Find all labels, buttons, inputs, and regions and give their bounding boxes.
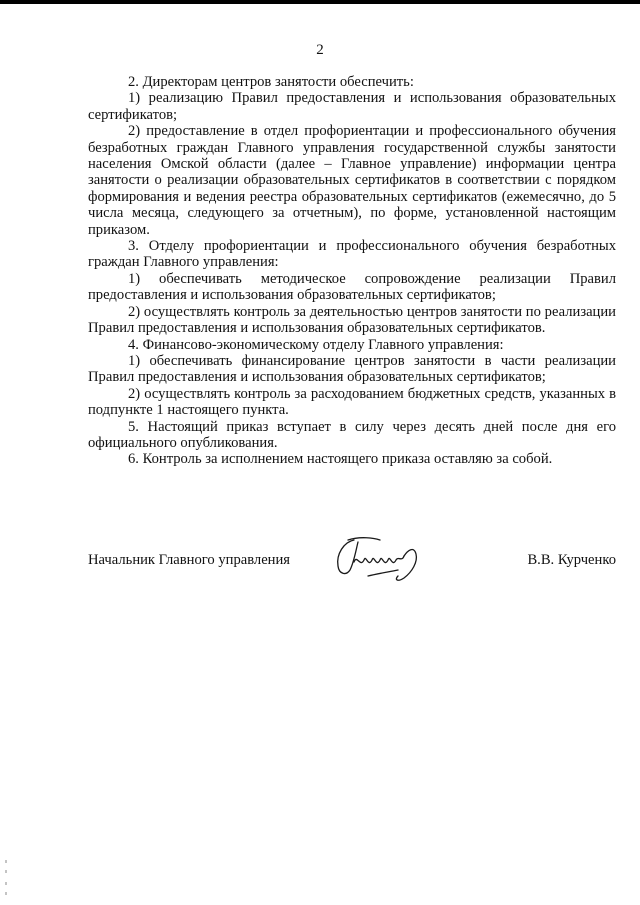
paragraph-item-6: 6. Контроль за исполнением настоящего приказа оставляю за собой.	[128, 451, 553, 468]
page-number: 2	[316, 42, 324, 58]
document-body	[88, 74, 616, 468]
signatory-name: В.В. Курченко	[527, 552, 616, 568]
signature-block	[88, 546, 616, 586]
paragraph-item-4-1: 1) обеспечивать финансирование центров занятости в части реализации Правил предоставления и использования образовательных сертификатов;	[88, 352, 616, 386]
paragraph-item-3-1: 1) обеспечивать методическое сопровождение реализации Правил предоставления и использования образовательных сертификатов;	[88, 270, 616, 304]
paragraph-item-4-2: 2) осуществлять контроль за расходованием бюджетных средств, указанных в подпункте 1 настоящего пункта.	[88, 385, 616, 419]
paragraph-item-5: 5. Настоящий приказ вступает в силу через десять дней после дня его официального опубликования.	[88, 418, 616, 451]
paragraph-item-3-2: 2) осуществлять контроль за деятельностью центров занятости по реализации Правил предоставления и использования образовательных сертификатов.	[88, 303, 616, 337]
scan-top-border	[0, 0, 640, 4]
paragraph-item-2: 2. Директорам центров занятости обеспечить:	[128, 74, 414, 90]
margin-scan-marks	[4, 858, 10, 898]
paragraph-item-4: 4. Финансово-экономическому отделу Главного управления:	[128, 336, 504, 353]
paragraph-item-2-1: 1) реализацию Правил предоставления и использования образовательных сертификатов;	[88, 90, 616, 123]
paragraph-item-2-2: 2) предоставление в отдел профориентации и профессионального обучения безработных граждан Главного управления государственной службы занятости населения Омской области (далее – Главное управление) информации центра занятости о реализации образовательных сертификатов в соответствии с порядком формирования и ведения реестра образовательных сертификатов (ежемесячно, до 5 числа месяца, следующего за отчетным), по форме, установленной настоящим приказом.	[88, 123, 616, 238]
handwritten-signature	[324, 532, 434, 588]
paragraph-item-3: 3. Отделу профориентации и профессионального обучения безработных граждан Главного управления:	[88, 238, 616, 271]
signatory-title: Начальник Главного управления	[88, 552, 291, 568]
